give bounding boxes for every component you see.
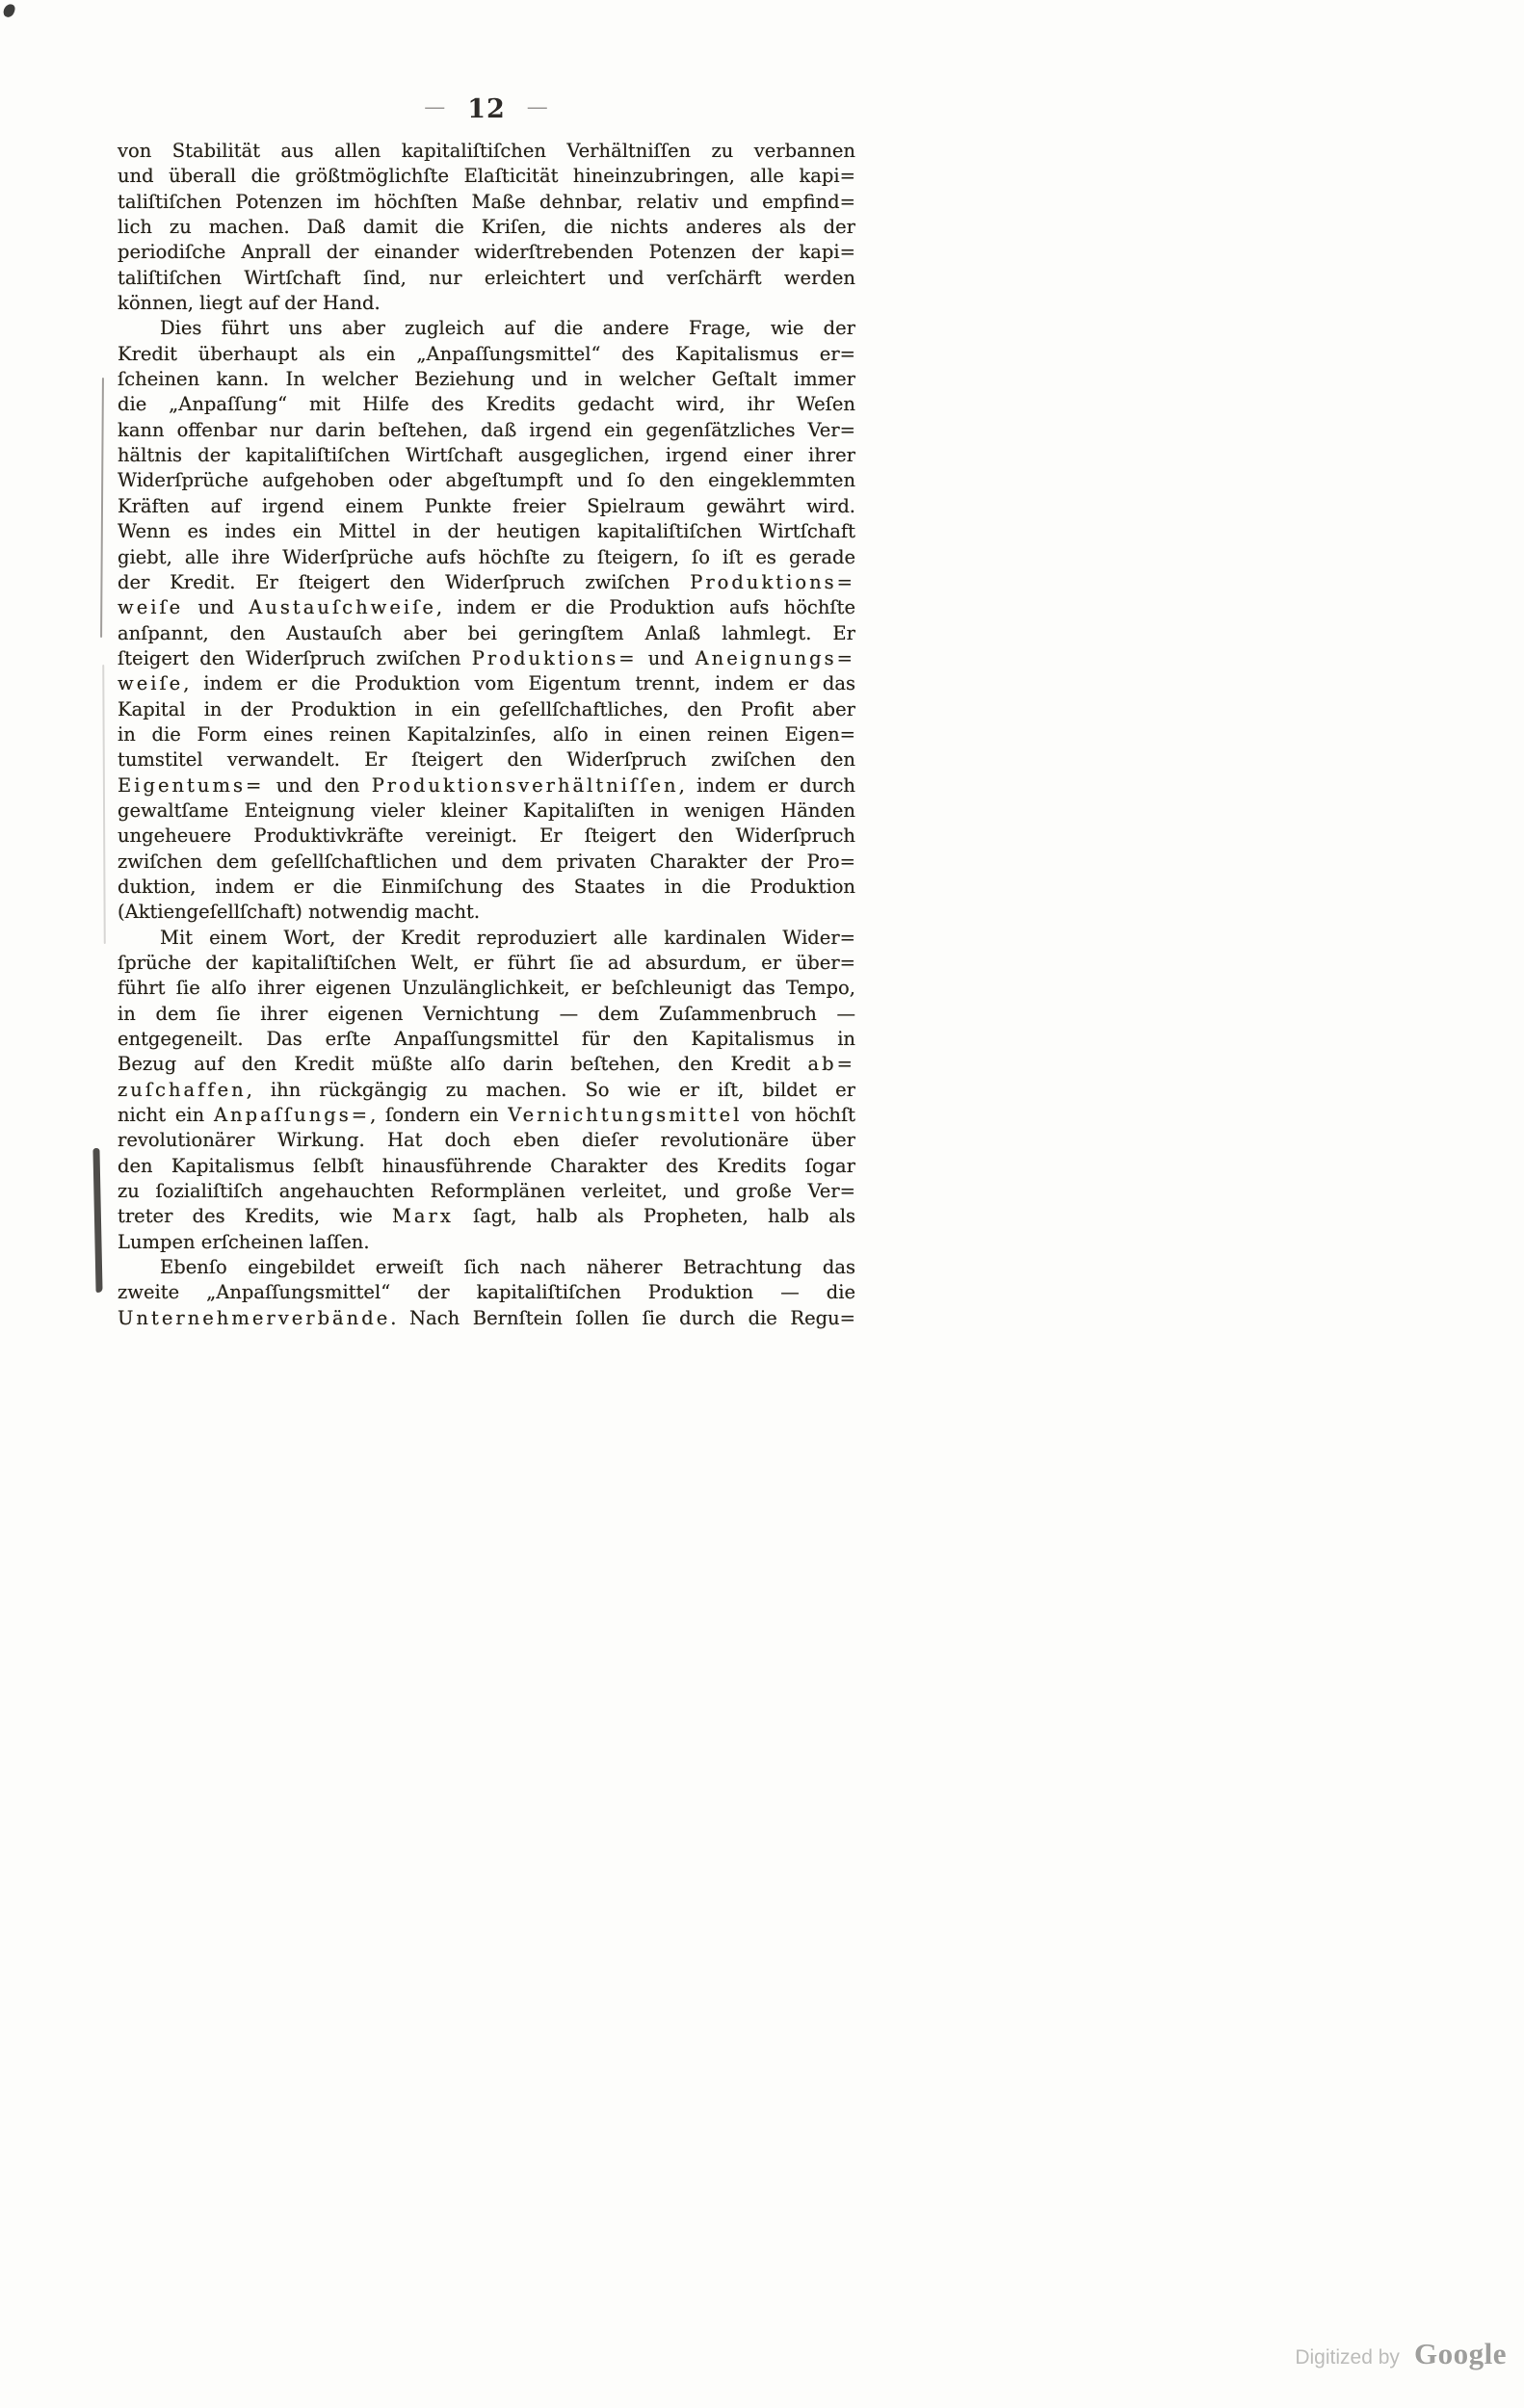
text-line (118, 1255, 855, 1280)
text-segment: der Kredit. Er ſteigert den Widerſpruch zwiſchen (118, 570, 691, 593)
text-segment: ſagt, halb als Propheten, halb als (453, 1205, 855, 1228)
text-line (118, 418, 855, 443)
margin-stroke-artifact (92, 1148, 102, 1293)
text-segment: in dem ſie ihrer eigenen Vernichtung — dem Zuſammenbruch — (118, 1002, 855, 1025)
text-line (118, 545, 855, 570)
text-segment: Kapital in der Produktion in ein geſellſchaftliches, den Profit aber (118, 697, 855, 720)
text-segment: zweite „Anpaſſungsmittel“ der kapitaliſtiſchen Produktion — die (118, 1281, 855, 1304)
text-segment: revolutionärer Wirkung. Hat doch eben dieſer revolutionäre über (118, 1129, 855, 1152)
text-line (118, 468, 855, 493)
emphasized-text: Marx (391, 1205, 454, 1228)
text-segment: . Nach Bernſtein ſollen ſie durch die Regu= (390, 1306, 855, 1329)
text-line (118, 1002, 855, 1027)
text-segment: Bezug auf den Kredit müßte alſo darin beſtehen, den Kredit (118, 1053, 808, 1076)
text-line (118, 722, 855, 747)
text-segment: lich zu machen. Daß damit die Kriſen, die nichts anderes als der (118, 216, 855, 239)
text-line (118, 798, 855, 824)
text-segment: hältnis der kapitaliſtiſchen Wirtſchaft ausgeglichen, irgend einer ihrer (118, 444, 855, 467)
text-line (118, 1078, 855, 1103)
text-segment: duktion, indem er die Einmiſchung des Staates in die Produktion (118, 875, 855, 898)
emphasized-text: Produktionsverhältniſſen (371, 773, 679, 797)
text-segment: ſteigert den Widerſpruch zwiſchen (118, 646, 472, 669)
text-line (118, 342, 855, 367)
text-segment: Widerſprüche aufgehoben oder abgeſtumpft und ſo den eingeklemmten (118, 469, 855, 492)
text-segment: Wenn es indes ein Mittel in der heutigen kapitaliſtiſchen Wirtſchaft (118, 520, 855, 543)
text-segment: taliſtiſchen Potenzen im höchſten Maße dehnbar, relativ und empfind= (118, 190, 855, 213)
text-segment: die „Anpaſſung“ mit Hilfe des Kredits gedacht wird, ihr Weſen (118, 393, 855, 416)
text-segment: zu ſozialiſtiſch angehauchten Reformplänen verleitet, und große Ver= (118, 1180, 855, 1203)
text-line (118, 291, 855, 316)
text-line (118, 926, 855, 951)
text-segment: giebt, alle ihre Widerſprüche aufs höchſte zu ſteigern, ſo iſt es gerade (118, 545, 855, 568)
text-line (118, 850, 855, 875)
paragraph (118, 139, 855, 316)
paragraph (118, 926, 855, 1255)
text-line (118, 646, 855, 671)
header-dash-right: — (526, 95, 549, 119)
emphasized-text: zuſchaffen (118, 1078, 247, 1101)
ink-speck-artifact (2, 3, 16, 19)
text-line (118, 747, 855, 772)
text-line (118, 621, 855, 646)
margin-pencil-line-artifact (100, 378, 104, 638)
page-header (118, 94, 855, 124)
text-segment: ſprüche der kapitaliſtiſchen Welt, er führt ſie ad absurdum, er über= (118, 952, 855, 974)
emphasized-text: Eigentums= (118, 773, 265, 797)
text-line (118, 139, 855, 164)
text-line (118, 1154, 855, 1179)
text-segment: Lumpen erſcheinen laſſen. (118, 1230, 370, 1253)
emphasized-text: Produktions= (690, 570, 855, 593)
emphasized-text: weiſe (118, 672, 184, 695)
emphasized-text: Produktions= (471, 646, 638, 669)
text-line (118, 1128, 855, 1153)
google-logo: Google (1414, 2337, 1507, 2370)
text-line (118, 240, 855, 265)
text-segment: Ebenſo eingebildet erweiſt ſich nach näherer Betrachtung das (160, 1256, 855, 1279)
text-segment: den Kapitalismus ſelbſt hinausführende Charakter des Kredits ſogar (118, 1154, 855, 1177)
text-line (118, 190, 855, 215)
text-line (118, 1306, 855, 1331)
text-segment: und überall die größtmöglichſte Elaſticität hineinzubringen, alle kapi= (118, 165, 855, 188)
paragraph (118, 316, 855, 925)
emphasized-text: Anpaſſungs= (213, 1104, 371, 1127)
emphasized-text: Aneignungs= (695, 646, 855, 669)
text-segment: Mit einem Wort, der Kredit reproduziert alle kardinalen Wider= (160, 926, 855, 949)
text-line (118, 1103, 855, 1128)
text-segment: Kredit überhaupt als ein „Anpaſſungsmittel“ des Kapitalismus er= (118, 342, 855, 365)
text-line (118, 824, 855, 849)
text-segment: , indem er die Produktion aufs höchſte (435, 596, 856, 619)
text-line (118, 773, 855, 798)
text-line (118, 951, 855, 976)
text-segment: treter des Kredits, wie (118, 1205, 392, 1228)
text-segment: , indem er durch (678, 773, 855, 797)
text-segment: tumstitel verwandelt. Er ſteigert den Widerſpruch zwiſchen den (118, 748, 855, 772)
text-segment: zwiſchen dem geſellſchaftlichen und dem privaten Charakter der Pro= (118, 850, 855, 873)
text-line (118, 1052, 855, 1077)
text-line (118, 519, 855, 544)
emphasized-text: Unternehmerverbände (118, 1306, 391, 1329)
text-line (118, 570, 855, 595)
text-segment: , ihn rückgängig zu machen. So wie er iſt, bildet er (246, 1078, 855, 1101)
paragraph (118, 1255, 855, 1331)
text-segment: von höchſt (742, 1104, 855, 1127)
text-segment: können, liegt auf der Hand. (118, 292, 381, 315)
text-line (118, 1027, 855, 1052)
emphasized-text: ab= (807, 1053, 855, 1076)
text-line (118, 697, 855, 722)
text-segment: , ſondern ein (370, 1104, 509, 1127)
text-segment: anſpannt, den Austauſch aber bei geringſtem Anlaß lahmlegt. Er (118, 621, 855, 644)
page-number: 12 (467, 94, 506, 124)
text-segment: führt ſie alſo ihrer eigenen Unzulänglichkeit, er beſchleunigt das Tempo, (118, 977, 855, 1000)
text-line (118, 671, 855, 696)
text-line (118, 1204, 855, 1229)
text-segment: ungeheuere Produktivkräfte vereinigt. Er ſteigert den Widerſpruch (118, 824, 855, 848)
text-line (118, 875, 855, 900)
emphasized-text: weiſe (118, 596, 184, 619)
text-segment: Dies führt uns aber zugleich auf die andere Frage, wie der (160, 317, 855, 340)
text-segment: entgegeneilt. Das erſte Anpaſſungsmittel für den Kapitalismus in (118, 1028, 855, 1051)
text-line (118, 367, 855, 392)
text-line (118, 1280, 855, 1305)
text-line (118, 976, 855, 1001)
text-segment: ſcheinen kann. In welcher Beziehung und in welcher Geſtalt immer (118, 368, 855, 391)
emphasized-text: Austauſchweiſe (249, 596, 436, 619)
text-segment: periodiſche Anprall der einander widerſtrebenden Potenzen der kapi= (118, 241, 855, 264)
text-segment: , indem er die Produktion vom Eigentum trennt, indem er das (183, 672, 855, 695)
digitization-watermark (1295, 2337, 1507, 2371)
text-segment: kann offenbar nur darin beſtehen, daß irgend ein gegenſätzliches Ver= (118, 418, 855, 441)
text-segment: (Aktiengeſellſchaft) notwendig macht. (118, 901, 481, 924)
body-text (118, 139, 855, 1331)
text-segment: in die Form eines reinen Kapitalzinſes, alſo in einen reinen Eigen= (118, 722, 855, 746)
text-line (118, 266, 855, 291)
text-segment: und (637, 646, 696, 669)
text-segment: taliſtiſchen Wirtſchaft ſind, nur erleichtert und verſchärft werden (118, 266, 855, 289)
text-line (118, 1179, 855, 1204)
text-segment: Kräften auf irgend einem Punkte freier Spielraum gewährt wird. (118, 494, 855, 517)
text-segment: und den (264, 773, 372, 797)
text-line (118, 494, 855, 519)
text-segment: von Stabilität aus allen kapitaliſtiſchen Verhältniſſen zu verbannen (118, 140, 855, 162)
text-line (118, 164, 855, 189)
text-line (118, 392, 855, 417)
text-line (118, 1230, 855, 1255)
text-line (118, 316, 855, 341)
text-line (118, 443, 855, 468)
watermark-text: Digitized by (1295, 2346, 1400, 2369)
text-segment: nicht ein (118, 1104, 214, 1127)
text-line (118, 900, 855, 925)
text-line (118, 215, 855, 240)
text-segment: und (183, 596, 250, 619)
margin-faint-line-artifact (102, 665, 106, 944)
header-dash-left: — (424, 95, 447, 119)
emphasized-text: Vernichtungsmittel (508, 1104, 743, 1127)
text-line (118, 595, 855, 620)
text-segment: gewaltſame Enteignung vieler kleiner Kapitaliſten in wenigen Händen (118, 798, 855, 822)
